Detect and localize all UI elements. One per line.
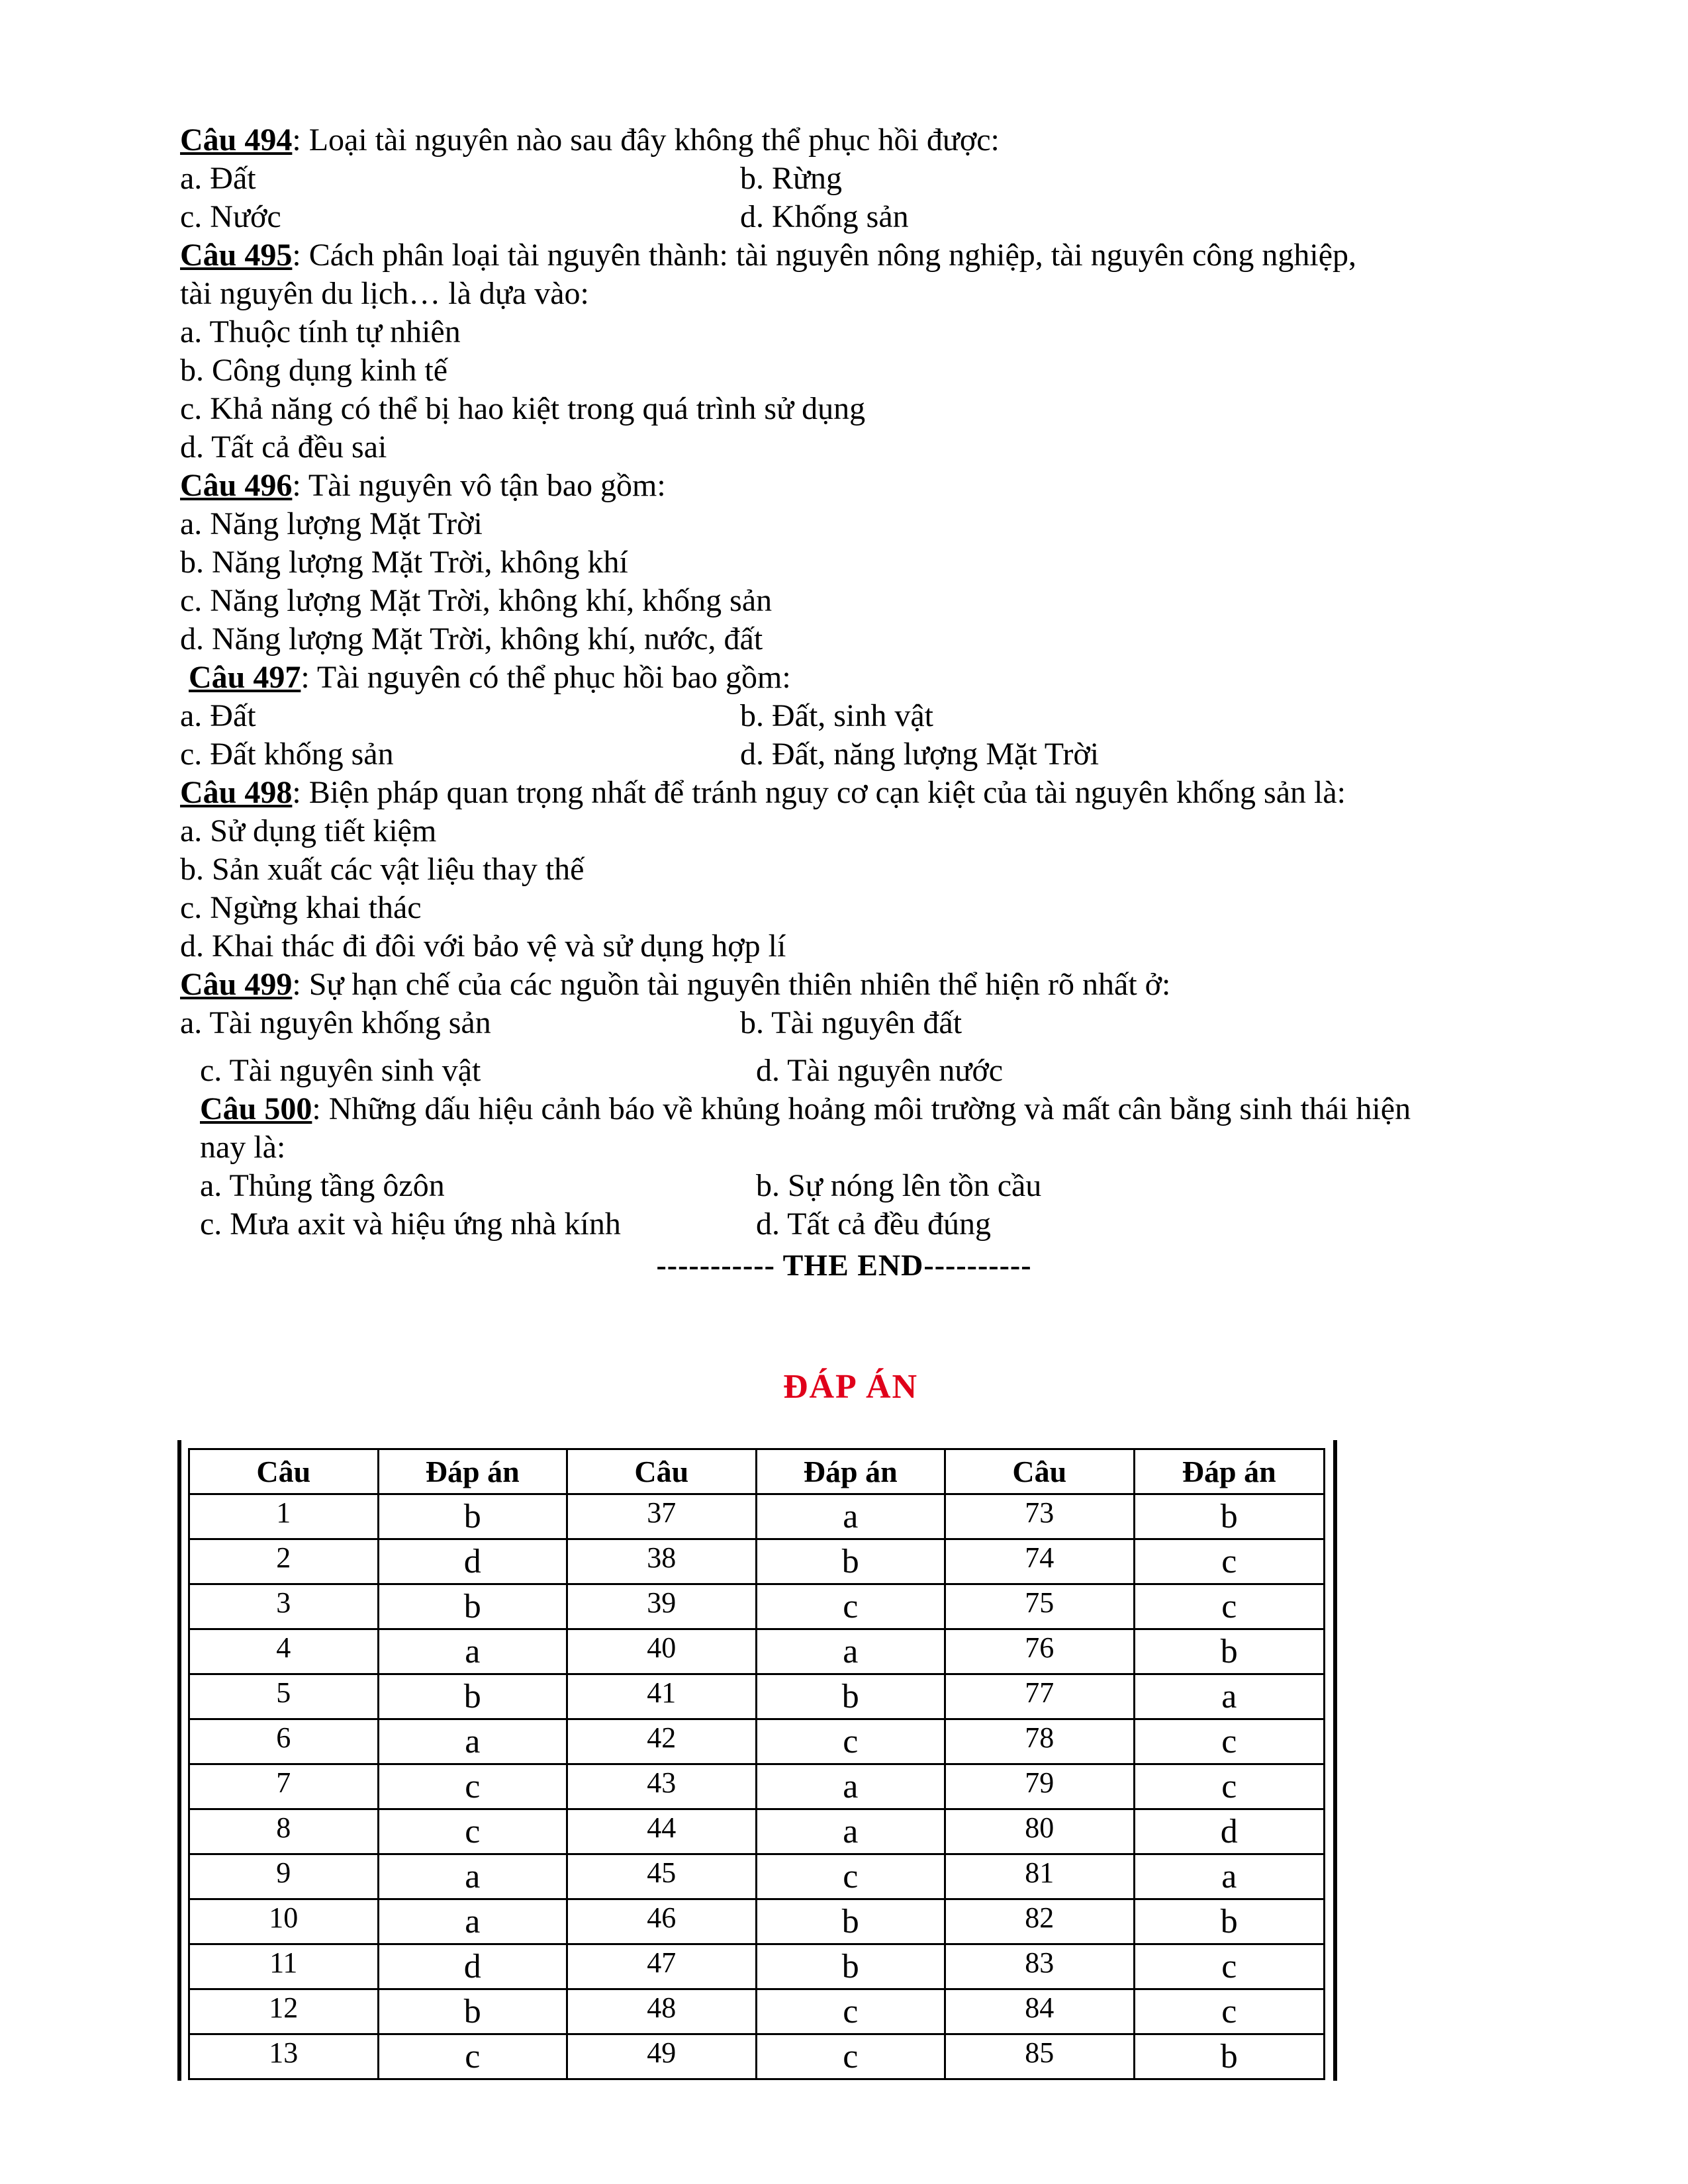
question-number-cell: 83 <box>945 1944 1135 1989</box>
question-text: : Biện pháp quan trọng nhất để tránh nguy cơ cạn kiệt của tài nguyên khống sản là: <box>292 775 1346 810</box>
option-c: c. Đất khống sản <box>180 737 394 772</box>
question-number-cell: 85 <box>945 2034 1135 2079</box>
table-row <box>189 1539 1325 1584</box>
question-number-cell: 80 <box>945 1809 1135 1854</box>
question-number-cell: 40 <box>567 1629 757 1674</box>
answer-cell: c <box>378 1809 567 1854</box>
answer-cell: c <box>378 2034 567 2079</box>
question-text: : Cách phân loại tài nguyên thành: tài nguyên nông nghiệp, tài nguyên công nghiệp, <box>292 238 1357 273</box>
option-c: c. Tài nguyên sinh vật <box>200 1053 481 1088</box>
answer-cell: b <box>1134 2034 1325 2079</box>
answer-cell: b <box>1134 1899 1325 1944</box>
option-d: d. Khai thác đi đôi với bảo vệ và sử dụng hợp lí <box>180 929 786 964</box>
answer-cell: b <box>756 1674 945 1719</box>
option-b: b. Năng lượng Mặt Trời, không khí <box>180 545 628 580</box>
answer-cell: c <box>1134 1944 1325 1989</box>
question-number-cell: 38 <box>567 1539 757 1584</box>
option-a: a. Thủng tầng ôzôn <box>200 1168 445 1203</box>
question-496 <box>180 467 1477 505</box>
question-text-cont: nay là: <box>200 1130 286 1165</box>
question-number-cell: 82 <box>945 1899 1135 1944</box>
question-number-cell: 6 <box>189 1719 379 1764</box>
table-row <box>189 1494 1325 1539</box>
question-number-cell: 39 <box>567 1584 757 1629</box>
answer-cell: a <box>1134 1854 1325 1899</box>
answer-table <box>188 1448 1325 2080</box>
table-row <box>189 1764 1325 1809</box>
answer-cell: c <box>1134 1584 1325 1629</box>
answer-cell: b <box>756 1944 945 1989</box>
answer-cell: c <box>756 2034 945 2079</box>
table-row <box>189 1629 1325 1674</box>
option-c: c. Khả năng có thể bị hao kiệt trong quá trình sử dụng <box>180 391 866 426</box>
question-number-cell: 2 <box>189 1539 379 1584</box>
option-d: d. Đất, năng lượng Mặt Trời <box>740 737 1100 772</box>
table-row <box>189 1674 1325 1719</box>
answer-cell: b <box>756 1899 945 1944</box>
column-header: Câu <box>567 1449 757 1494</box>
option-c: c. Nước <box>180 199 281 234</box>
answer-cell: c <box>756 1719 945 1764</box>
answer-cell: d <box>1134 1809 1325 1854</box>
answer-cell: c <box>756 1989 945 2034</box>
option-d: d. Khống sản <box>740 199 909 234</box>
option-a: a. Đất <box>180 161 256 196</box>
option-b: b. Tài nguyên đất <box>740 1005 962 1040</box>
option-a: a. Tài nguyên khống sản <box>180 1005 491 1040</box>
question-number-cell: 47 <box>567 1944 757 1989</box>
answer-cell: d <box>378 1539 567 1584</box>
answer-cell: a <box>756 1809 945 1854</box>
column-header: Câu <box>189 1449 379 1494</box>
question-number-cell: 41 <box>567 1674 757 1719</box>
question-text: : Sự hạn chế của các nguồn tài nguyên thiên nhiên thể hiện rõ nhất ở: <box>292 967 1171 1002</box>
question-497 <box>189 659 1486 697</box>
answer-cell: a <box>378 1629 567 1674</box>
option-a: a. Sử dụng tiết kiệm <box>180 813 437 848</box>
answer-cell: c <box>756 1584 945 1629</box>
question-494 <box>180 121 1477 159</box>
answer-cell: c <box>756 1854 945 1899</box>
question-number-cell: 12 <box>189 1989 379 2034</box>
column-header: Câu <box>945 1449 1135 1494</box>
option-b: b. Sự nóng lên tồn cầu <box>756 1168 1042 1203</box>
table-row <box>189 1944 1325 1989</box>
option-c: c. Năng lượng Mặt Trời, không khí, khống sản <box>180 583 773 618</box>
question-number-cell: 5 <box>189 1674 379 1719</box>
question-number-cell: 77 <box>945 1674 1135 1719</box>
option-a: a. Thuộc tính tự nhiên <box>180 314 461 349</box>
table-row <box>189 1809 1325 1854</box>
table-header-row <box>189 1449 1325 1494</box>
question-number: Câu 500 <box>200 1091 312 1126</box>
question-number-cell: 49 <box>567 2034 757 2079</box>
answer-cell: a <box>756 1494 945 1539</box>
answer-cell: b <box>378 1989 567 2034</box>
question-number-cell: 74 <box>945 1539 1135 1584</box>
answer-cell: a <box>756 1764 945 1809</box>
option-b: b. Sản xuất các vật liệu thay thế <box>180 852 585 887</box>
answer-cell: a <box>378 1854 567 1899</box>
question-number-cell: 42 <box>567 1719 757 1764</box>
option-a: a. Đất <box>180 698 256 733</box>
option-c: c. Mưa axit và hiệu ứng nhà kính <box>200 1206 621 1242</box>
option-b: b. Đất, sinh vật <box>740 698 933 733</box>
answer-cell: c <box>1134 1719 1325 1764</box>
answer-cell: a <box>1134 1674 1325 1719</box>
question-number-cell: 45 <box>567 1854 757 1899</box>
question-495 <box>180 236 1477 275</box>
question-number: Câu 496 <box>180 468 293 503</box>
answer-cell: b <box>1134 1494 1325 1539</box>
answers-title: ĐÁP ÁN <box>782 1368 919 1406</box>
table-row <box>189 2034 1325 2079</box>
question-number-cell: 81 <box>945 1854 1135 1899</box>
question-499 <box>180 966 1477 1004</box>
question-text-cont: tài nguyên du lịch… là dựa vào: <box>180 276 589 311</box>
question-number-cell: 44 <box>567 1809 757 1854</box>
question-number: Câu 498 <box>180 775 293 810</box>
question-number-cell: 10 <box>189 1899 379 1944</box>
option-a: a. Năng lượng Mặt Trời <box>180 506 483 541</box>
question-number-cell: 3 <box>189 1584 379 1629</box>
question-number-cell: 11 <box>189 1944 379 1989</box>
question-number-cell: 8 <box>189 1809 379 1854</box>
column-header: Đáp án <box>756 1449 945 1494</box>
column-header: Đáp án <box>378 1449 567 1494</box>
question-number: Câu 497 <box>189 660 301 695</box>
answer-cell: b <box>756 1539 945 1584</box>
table-row <box>189 1989 1325 2034</box>
the-end-divider: ----------- THE END---------- <box>656 1248 1032 1282</box>
question-500 <box>200 1090 1497 1128</box>
question-number-cell: 73 <box>945 1494 1135 1539</box>
table-row <box>189 1899 1325 1944</box>
answer-cell: b <box>378 1674 567 1719</box>
option-b: b. Công dụng kinh tế <box>180 353 447 388</box>
question-text: : Loại tài nguyên nào sau đây không thể phục hồi được: <box>292 122 1000 158</box>
answer-cell: a <box>378 1719 567 1764</box>
question-498 <box>180 774 1477 812</box>
answer-cell: c <box>1134 1764 1325 1809</box>
answer-cell: a <box>756 1629 945 1674</box>
question-number-cell: 43 <box>567 1764 757 1809</box>
option-d: d. Năng lượng Mặt Trời, không khí, nước, đất <box>180 621 763 657</box>
option-d: d. Tất cả đều sai <box>180 430 387 465</box>
question-text: : Tài nguyên vô tận bao gồm: <box>292 468 666 503</box>
question-number-cell: 9 <box>189 1854 379 1899</box>
question-number-cell: 84 <box>945 1989 1135 2034</box>
question-number: Câu 495 <box>180 238 293 273</box>
table-row <box>189 1854 1325 1899</box>
column-header: Đáp án <box>1134 1449 1325 1494</box>
answer-cell: d <box>378 1944 567 1989</box>
question-number: Câu 494 <box>180 122 293 158</box>
question-text: : Tài nguyên có thể phục hồi bao gồm: <box>301 660 791 695</box>
question-number-cell: 75 <box>945 1584 1135 1629</box>
question-number-cell: 37 <box>567 1494 757 1539</box>
question-number: Câu 499 <box>180 967 293 1002</box>
question-number-cell: 78 <box>945 1719 1135 1764</box>
question-number-cell: 76 <box>945 1629 1135 1674</box>
table-row <box>189 1584 1325 1629</box>
question-number-cell: 48 <box>567 1989 757 2034</box>
option-d: d. Tất cả đều đúng <box>756 1206 992 1242</box>
answer-cell: c <box>1134 1539 1325 1584</box>
answer-cell: c <box>378 1764 567 1809</box>
answer-cell: a <box>378 1899 567 1944</box>
question-number-cell: 46 <box>567 1899 757 1944</box>
option-d: d. Tài nguyên nước <box>756 1053 1004 1088</box>
answer-cell: b <box>378 1494 567 1539</box>
question-number-cell: 1 <box>189 1494 379 1539</box>
question-text: : Những dấu hiệu cảnh báo về khủng hoảng môi trường và mất cân bằng sinh thái hiện <box>312 1091 1411 1126</box>
option-c: c. Ngừng khai thác <box>180 890 422 925</box>
question-number-cell: 7 <box>189 1764 379 1809</box>
answer-cell: b <box>1134 1629 1325 1674</box>
answer-cell: c <box>1134 1989 1325 2034</box>
table-row <box>189 1719 1325 1764</box>
question-number-cell: 4 <box>189 1629 379 1674</box>
answer-table-frame <box>177 1440 1337 2081</box>
option-b: b. Rừng <box>740 161 843 196</box>
question-number-cell: 13 <box>189 2034 379 2079</box>
question-number-cell: 79 <box>945 1764 1135 1809</box>
answer-cell: b <box>378 1584 567 1629</box>
